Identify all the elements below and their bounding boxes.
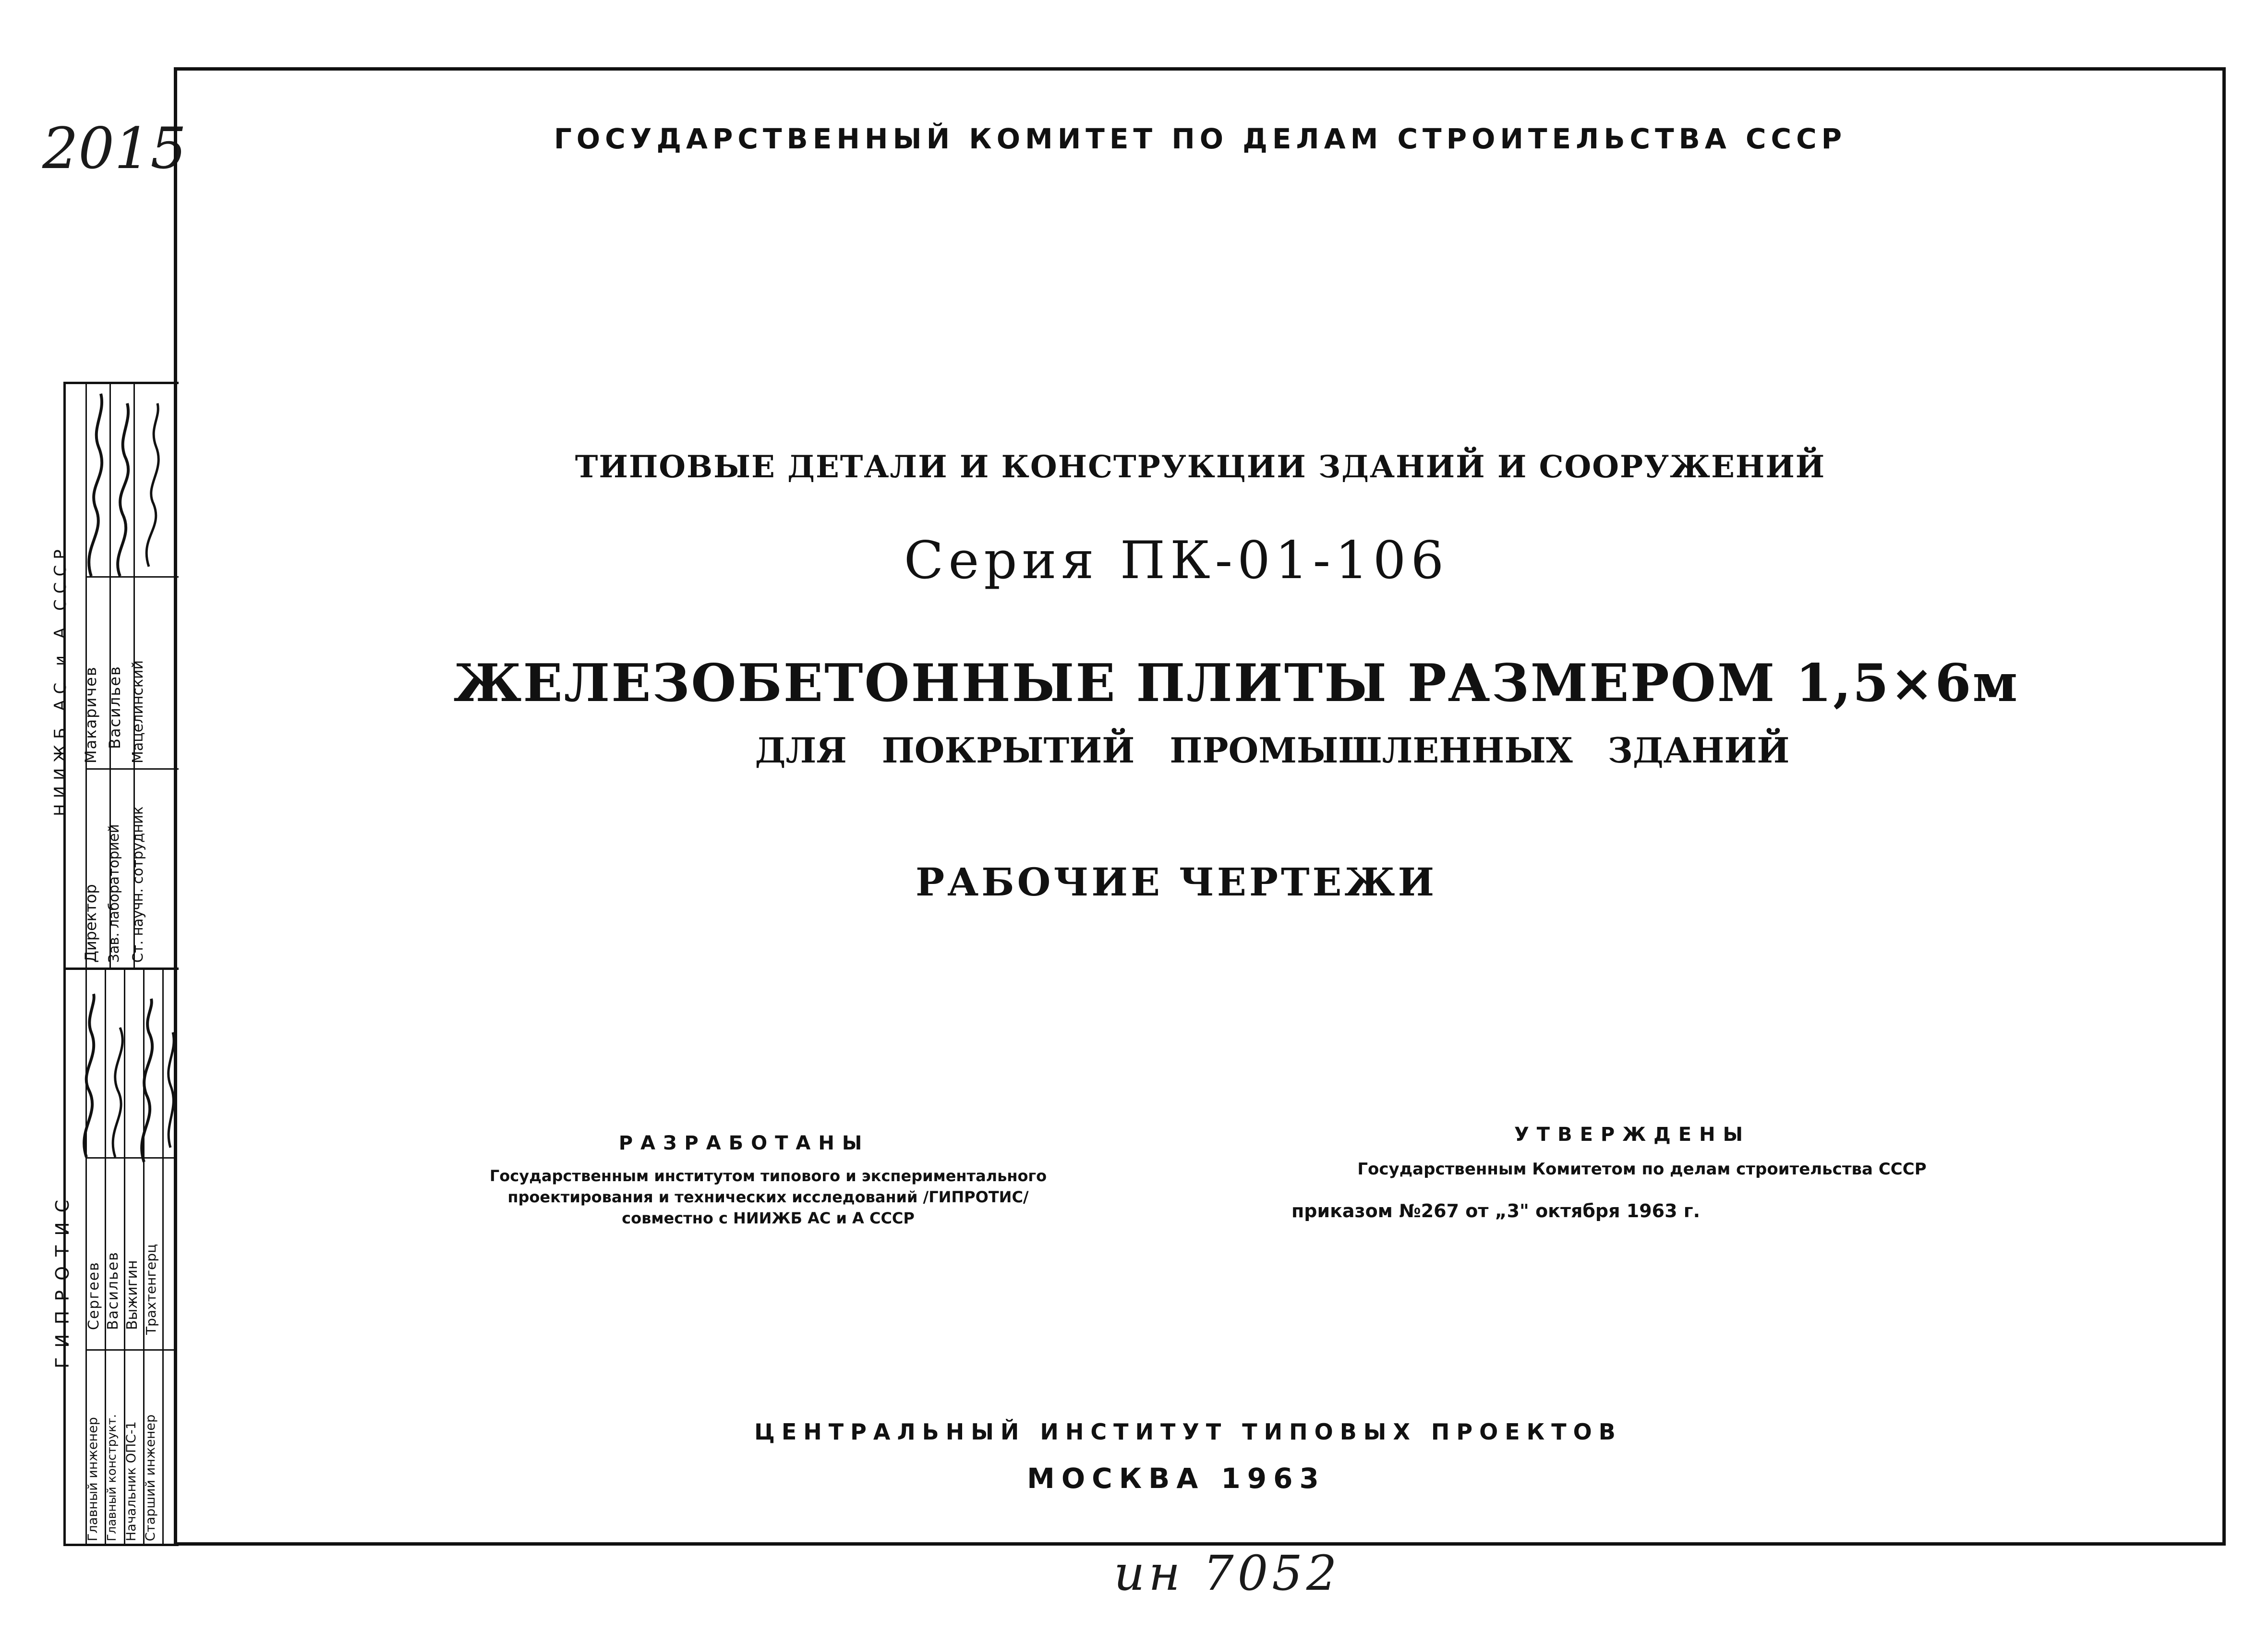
stamp-giprotis-role-1: Главный инженер <box>85 1417 100 1541</box>
committee-header: ГОСУДАРСТВЕННЫЙ КОМИТЕТ ПО ДЕЛАМ СТРОИТЕЛЬСТВА СССР <box>554 122 1847 155</box>
signatures-giprotis <box>67 984 182 1167</box>
doc-type: РАБОЧИЕ ЧЕРТЕЖИ <box>915 859 1437 905</box>
signature-5 <box>113 1028 122 1157</box>
signature-6 <box>142 999 152 1162</box>
signature-3 <box>146 403 158 567</box>
series-title: Серия ПК-01-106 <box>904 531 1449 591</box>
signature-1 <box>89 394 102 576</box>
approved-line-1: Государственным Комитетом по делам строительства СССР <box>1357 1160 1927 1179</box>
institute-footer: ЦЕНТРАЛЬНЫЙ ИНСТИТУТ ТИПОВЫХ ПРОЕКТОВ <box>754 1419 1622 1445</box>
developed-line-1: Государственным институтом типового и экспериментального <box>489 1167 1047 1185</box>
stamp-giprotis-name-4: Трахтенгерц <box>143 1244 159 1335</box>
category-title: ТИПОВЫЕ ДЕТАЛИ И КОНСТРУКЦИИ ЗДАНИЙ И СООРУЖЕНИЙ <box>575 449 1826 485</box>
stamp-giprotis-role-3: Начальник ОПС-1 <box>124 1421 139 1541</box>
approved-heading: УТВЕРЖДЕНЫ <box>1514 1124 1751 1146</box>
stamp-lower-row-2 <box>85 1349 174 1351</box>
drawing-frame <box>174 67 2226 1546</box>
stamp-niizhb-name-3: Мацелинский <box>130 660 146 763</box>
main-title: ЖЕЛЕЗОБЕТОННЫЕ ПЛИТЫ РАЗМЕРОМ 1,5×6м <box>453 653 2019 714</box>
stamp-niizhb-role-1: Директор <box>82 884 100 963</box>
stamp-niizhb-role-3: Ст. научн. сотрудник <box>130 806 146 963</box>
stamp-niizhb-name-2: Васильев <box>106 665 124 749</box>
developed-heading: РАЗРАБОТАНЫ <box>618 1132 870 1154</box>
stamp-giprotis-name-2: Васильев <box>105 1251 121 1330</box>
stamp-divider <box>63 968 179 970</box>
stamp-upper-row-2 <box>85 768 179 770</box>
stamp-bottom <box>63 1544 179 1546</box>
stamp-giprotis-name-1: Сергеев <box>85 1261 102 1330</box>
approved-line-2: приказом №267 от „3" октября 1963 г. <box>1291 1200 1701 1222</box>
developed-line-2: проектирования и технических исследований /ГИПРОТИС/ <box>507 1188 1029 1206</box>
stamp-giprotis-role-2: Главный конструкт. <box>105 1414 119 1541</box>
signatures-niizhb <box>77 375 182 591</box>
stamp-niizhb-name-1: Макаричев <box>82 666 100 763</box>
archive-number: ин 7052 <box>1114 1545 1341 1601</box>
signature-7 <box>169 1032 174 1148</box>
signature-2 <box>118 403 128 576</box>
stamp-niizhb-role-2: Зав. лабораторией <box>106 824 122 963</box>
stamp-giprotis-org: ГИПРОТИС <box>52 1190 73 1368</box>
city-year: МОСКВА 1963 <box>1027 1462 1326 1495</box>
signature-4 <box>84 994 94 1157</box>
stamp-niizhb-org: НИИЖБ АС и А СССР <box>51 544 70 816</box>
subtitle: ДЛЯ ПОКРЫТИЙ ПРОМЫШЛЕННЫХ ЗДАНИЙ <box>755 730 1790 771</box>
developed-line-3: совместно с НИИЖБ АС и А СССР <box>622 1209 915 1227</box>
stamp-giprotis-role-4: Старший инженер <box>143 1414 158 1541</box>
stamp-giprotis-name-3: Выжигин <box>124 1260 141 1330</box>
corner-number: 2015 <box>42 115 187 181</box>
